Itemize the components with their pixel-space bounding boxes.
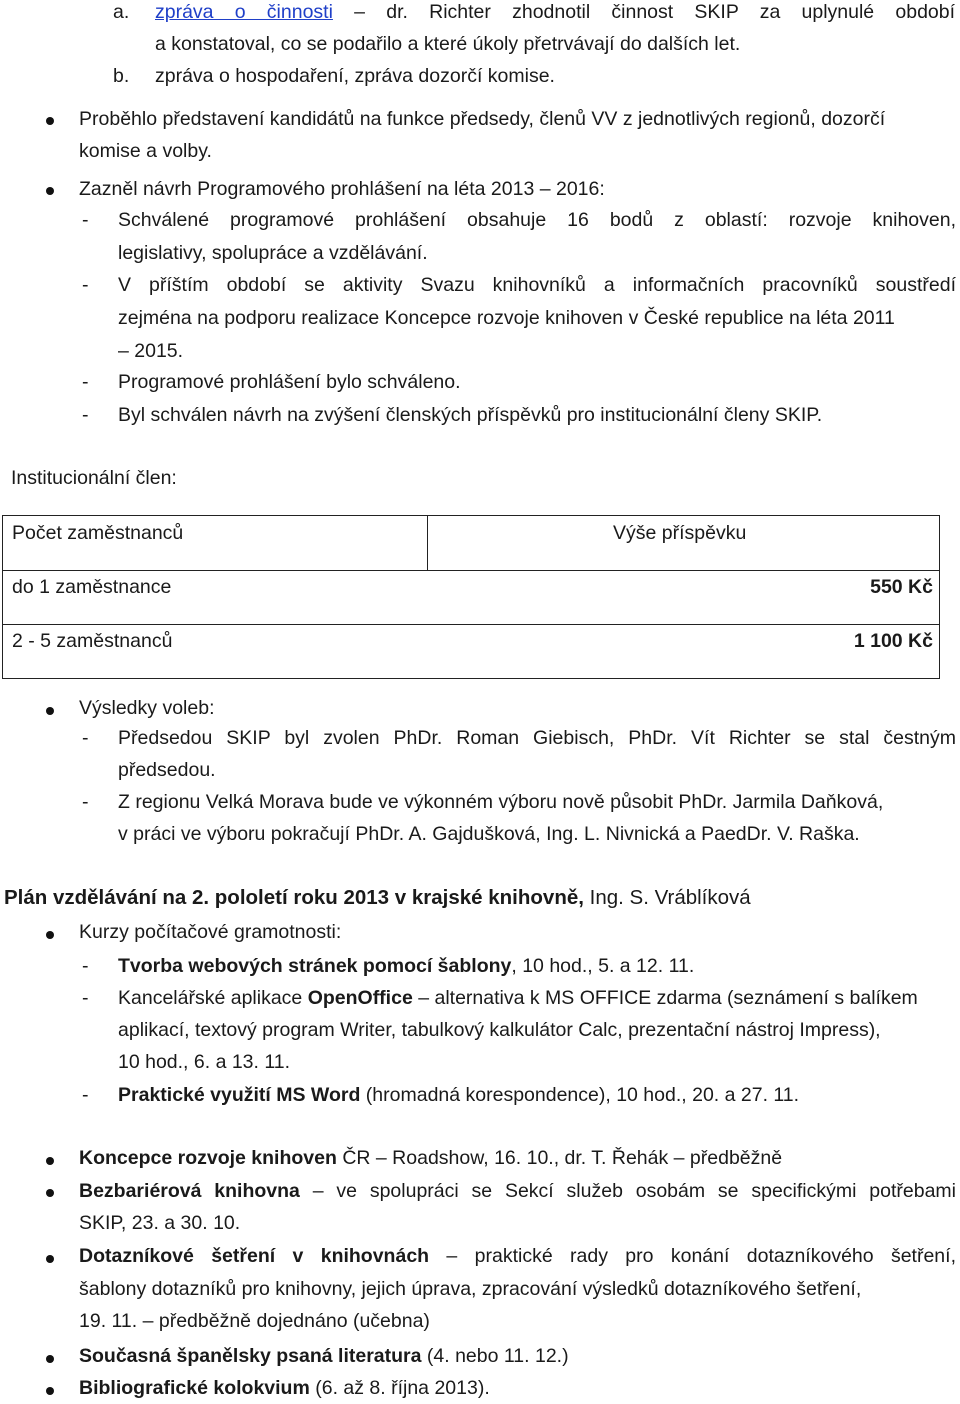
event-1-title: Koncepce rozvoje knihoven	[79, 1147, 337, 1169]
list-marker-b: b.	[113, 65, 130, 87]
course-3-details: (hromadná korespondence), 10 hod., 20. a 27. 11.	[360, 1084, 800, 1106]
dash-marker: -	[82, 404, 89, 426]
course-2-title: OpenOffice	[307, 987, 413, 1009]
event-2-line2: SKIP, 23. a 30. 10.	[79, 1212, 241, 1234]
bullet-icon	[46, 1355, 54, 1363]
dash-marker: -	[82, 371, 89, 393]
program-item1-line1: Schválené programové prohlášení obsahuje 16 bodů z oblastí: rozvoje knihoven,	[118, 209, 956, 231]
program-item3: Programové prohlášení bylo schváleno.	[118, 371, 461, 393]
event-1-details: ČR – Roadshow, 16. 10., dr. T. Řehák – předběžně	[336, 1147, 783, 1169]
event-1	[79, 1147, 782, 1170]
candidates-line1: Proběhlo představení kandidátů na funkce předsedy, členů VV z jednotlivých regionů, dozorčí	[79, 108, 886, 130]
course-1-details: , 10 hod., 5. a 12. 11.	[511, 955, 695, 977]
elections-item1-line1-wrap	[118, 727, 956, 750]
program-item2-line1: V příštím období se aktivity Svazu knihovníků a informačních pracovníků soustředí	[118, 274, 956, 296]
event-5	[79, 1377, 490, 1400]
dash-marker: -	[82, 727, 89, 749]
course-3	[118, 1084, 799, 1107]
event-5-details: (6. až 8. října 2013).	[309, 1377, 490, 1399]
candidates-line2: komise a volby.	[79, 140, 212, 162]
course-3-title: Praktické využití MS Word	[118, 1084, 361, 1106]
program-item1-line2: legislativy, spolupráce a vzdělávání.	[118, 242, 428, 264]
dash-marker: -	[82, 274, 89, 296]
course-2-prefix: Kancelářské aplikace	[118, 987, 308, 1009]
course-2-details: – alternativa k MS OFFICE zdarma (seznámení s balíkem	[412, 987, 918, 1009]
table-header-fee: Výše příspěvku	[613, 522, 747, 544]
event-2-line1	[79, 1180, 956, 1203]
elections-item2-line2: v práci ve výboru pokračují PhDr. A. Gajdušková, Ing. L. Nivnická a PaedDr. V. Raška.	[118, 823, 860, 845]
table-divider	[3, 570, 939, 571]
table-row-1-fee: 550 Kč	[870, 576, 933, 598]
course-2-line3: 10 hod., 6. a 13. 11.	[118, 1051, 291, 1073]
bullet-icon	[46, 117, 54, 125]
bullet-icon	[46, 1189, 54, 1197]
event-3-line1	[79, 1245, 956, 1268]
table-row-2-count: 2 - 5 zaměstnanců	[12, 630, 173, 652]
course-1	[118, 955, 694, 978]
course-1-title: Tvorba webových stránek pomocí šablony	[118, 955, 512, 977]
bullet-icon	[46, 707, 54, 715]
bullet-icon	[46, 931, 54, 939]
bullet-icon	[46, 1255, 54, 1263]
bullet-icon	[46, 187, 54, 195]
item-a-line1	[155, 1, 955, 24]
table-row-2-fee: 1 100 Kč	[853, 630, 933, 652]
elections-item1-line2: předsedou.	[118, 759, 216, 781]
program-item2-line2: zejména na podporu realizace Koncepce rozvoje knihoven v České republice na léta 2011	[118, 307, 895, 329]
event-3-title: Dotazníkové šetření v knihovnách	[79, 1245, 430, 1267]
course-2-line2: aplikací, textový program Writer, tabulkový kalkulátor Calc, prezentační nástroj Impress),	[118, 1019, 881, 1041]
bullet-icon	[46, 1387, 54, 1395]
event-3-line3: 19. 11. – předběžně dojednáno (učebna)	[79, 1310, 430, 1332]
item-b-text: zpráva o hospodaření, zpráva dozorčí komise.	[155, 65, 555, 87]
event-3-details: – praktické rady pro konání dotazníkového šetření,	[429, 1245, 956, 1267]
table-divider	[427, 516, 428, 570]
plan-title	[4, 886, 751, 910]
dash-marker: -	[82, 209, 89, 231]
event-2-details: – ve spolupráci se Sekcí služeb osobám se specifickými potřebami	[299, 1180, 956, 1202]
program-item2-line3: – 2015.	[118, 340, 184, 362]
table-header-count: Počet zaměstnanců	[12, 522, 184, 544]
dash-marker: -	[82, 1084, 89, 1106]
dash-marker: -	[82, 987, 89, 1009]
plan-title-rest: Ing. S. Vráblíková	[583, 886, 751, 909]
program-item2-line1-wrap	[118, 274, 956, 297]
table-divider	[3, 624, 939, 625]
list-marker-a: a.	[113, 1, 130, 23]
event-2-title: Bezbariérová knihovna	[79, 1180, 300, 1202]
item-a-line1-text: – dr. Richter zhodnotil činnost SKIP za uplynulé období	[354, 1, 956, 23]
program-item1-line1-wrap	[118, 209, 956, 232]
course-2-line1	[118, 987, 918, 1010]
plan-title-bold: Plán vzdělávání na 2. pololetí roku 2013 v krajské knihovně,	[4, 886, 584, 909]
event-5-title: Bibliografické kolokvium	[79, 1377, 310, 1399]
dash-marker: -	[82, 791, 89, 813]
dash-marker: -	[82, 955, 89, 977]
event-4	[79, 1345, 569, 1368]
elections-item1-line1: Předsedou SKIP byl zvolen PhDr. Roman Giebisch, PhDr. Vít Richter se stal čestným	[118, 727, 956, 749]
item-a-line2: a konstatoval, co se podařilo a které úkoly přetrvávají do dalších let.	[155, 33, 741, 55]
member-heading: Institucionální člen:	[11, 467, 177, 489]
program-item4: Byl schválen návrh na zvýšení členských příspěvků pro institucionální členy SKIP.	[118, 404, 823, 426]
event-4-details: (4. nebo 11. 12.)	[421, 1345, 569, 1367]
elections-heading: Výsledky voleb:	[79, 697, 215, 719]
event-3-line2: šablony dotazníků pro knihovny, jejich úprava, zpracování výsledků dotazníkového šetření,	[79, 1278, 862, 1300]
event-4-title: Současná španělsky psaná literatura	[79, 1345, 422, 1367]
program-heading: Zazněl návrh Programového prohlášení na léta 2013 – 2016:	[79, 178, 605, 200]
table-row-1-count: do 1 zaměstnance	[12, 576, 172, 598]
bullet-icon	[46, 1157, 54, 1165]
fee-table	[2, 515, 940, 679]
zprava-o-cinnosti-link[interactable]: zpráva o činnosti	[155, 1, 333, 23]
elections-item2-line1: Z regionu Velká Morava bude ve výkonném výboru nově působit PhDr. Jarmila Daňková,	[118, 791, 884, 813]
courses-heading: Kurzy počítačové gramotnosti:	[79, 921, 342, 943]
